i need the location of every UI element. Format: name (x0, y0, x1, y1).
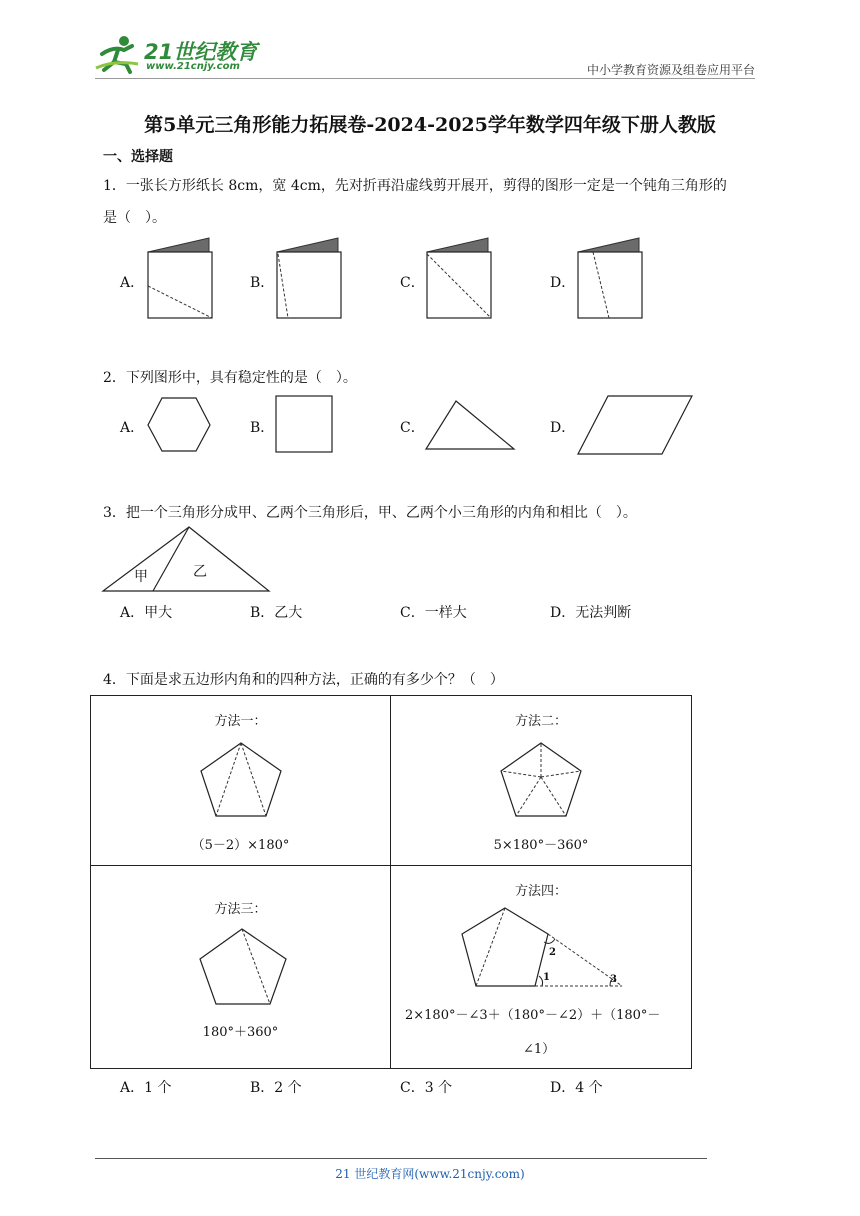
q3-label-yi: 乙 (193, 564, 207, 580)
q4-option-a[interactable]: A．1 个 (120, 1080, 172, 1096)
method-2-formula: 5×180°－360° (493, 838, 589, 853)
q2-option-d-label[interactable]: D． (550, 420, 576, 436)
question-4-text: 4．下面是求五边形内角和的四种方法，正确的有多少个？（ ） (103, 672, 504, 688)
q2-parallelogram-figure (576, 394, 694, 456)
angle-1-label: 1 (543, 972, 550, 983)
header-divider (95, 78, 755, 79)
page-title: 第5单元三角形能力拓展卷-2024-2025学年数学四年级下册人教版 (144, 114, 716, 136)
q1-option-d-label[interactable]: D． (550, 275, 576, 291)
q3-option-d[interactable]: D．无法判断 (550, 605, 632, 621)
method-3-title: 方法三： (214, 902, 267, 917)
method-2-title: 方法二： (514, 714, 567, 729)
footer-text[interactable]: 21 世纪教育网(www.21cnjy.com) (335, 1167, 525, 1181)
question-1-line2: 是（ ）。 (103, 210, 166, 226)
q3-triangle-figure (101, 525, 271, 593)
q2-square-figure (275, 395, 335, 455)
q4-option-c[interactable]: C．3 个 (400, 1080, 453, 1096)
method-2-pentagon-figure (499, 741, 583, 819)
section-heading: 一、选择题 (103, 149, 173, 165)
method-1-pentagon-figure (199, 741, 283, 819)
q2-option-c-label[interactable]: C． (400, 420, 425, 436)
method-4-formula-line2: ∠1） (523, 1042, 556, 1057)
q2-hexagon-figure (146, 397, 212, 453)
q4-option-d[interactable]: D．4 个 (550, 1080, 603, 1096)
angle-2-label: 2 (549, 947, 556, 958)
question-1-line1: 1．一张长方形纸长 8cm，宽 4cm，先对折再沿虚线剪开展开，剪得的图形一定是一个钝角三角形的 (103, 178, 727, 194)
q3-option-c[interactable]: C．一样大 (400, 605, 467, 621)
q2-option-b-label[interactable]: B． (250, 420, 275, 436)
q1-option-a-figure (145, 236, 215, 322)
method-4-formula-line1: 2×180°－∠3＋（180°－∠2）＋（180°－ (405, 1008, 661, 1023)
logo (94, 34, 264, 78)
method-1-formula: （5－2）×180° (191, 838, 290, 853)
logo-main-text: 21世纪教育 (144, 40, 258, 64)
question-2-text: 2．下列图形中，具有稳定性的是（ ）。 (103, 370, 357, 386)
q4-option-b[interactable]: B．2 个 (250, 1080, 302, 1096)
q3-option-b[interactable]: B．乙大 (250, 605, 303, 621)
q2-triangle-figure (424, 399, 516, 451)
header-platform-text: 中小学教育资源及组卷应用平台 (586, 63, 755, 77)
method-4-title: 方法四： (514, 884, 567, 899)
footer-divider (95, 1158, 707, 1159)
angle-3-label: 3 (610, 974, 617, 985)
method-3-pentagon-figure (198, 927, 288, 1007)
q1-option-b-figure (274, 236, 344, 322)
method-3-formula: 180°＋360° (202, 1025, 279, 1040)
q2-option-a-label[interactable]: A． (120, 420, 145, 436)
logo-sub-text: www.21cnjy.com (146, 61, 240, 72)
method-1-title: 方法一： (214, 714, 267, 729)
q1-option-c-figure (424, 236, 494, 322)
q3-label-jia: 甲 (134, 569, 148, 585)
table-horizontal-divider (91, 865, 691, 866)
q1-option-c-label[interactable]: C． (400, 275, 425, 291)
question-3-text: 3．把一个三角形分成甲、乙两个三角形后，甲、乙两个小三角形的内角和相比（ ）。 (103, 505, 637, 521)
q1-option-b-label[interactable]: B． (250, 275, 275, 291)
q3-option-a[interactable]: A．甲大 (120, 605, 173, 621)
runner-logo-icon (94, 34, 140, 74)
q1-option-a-label[interactable]: A． (120, 275, 145, 291)
q1-option-d-figure (575, 236, 645, 322)
q4-methods-table (90, 695, 692, 1069)
